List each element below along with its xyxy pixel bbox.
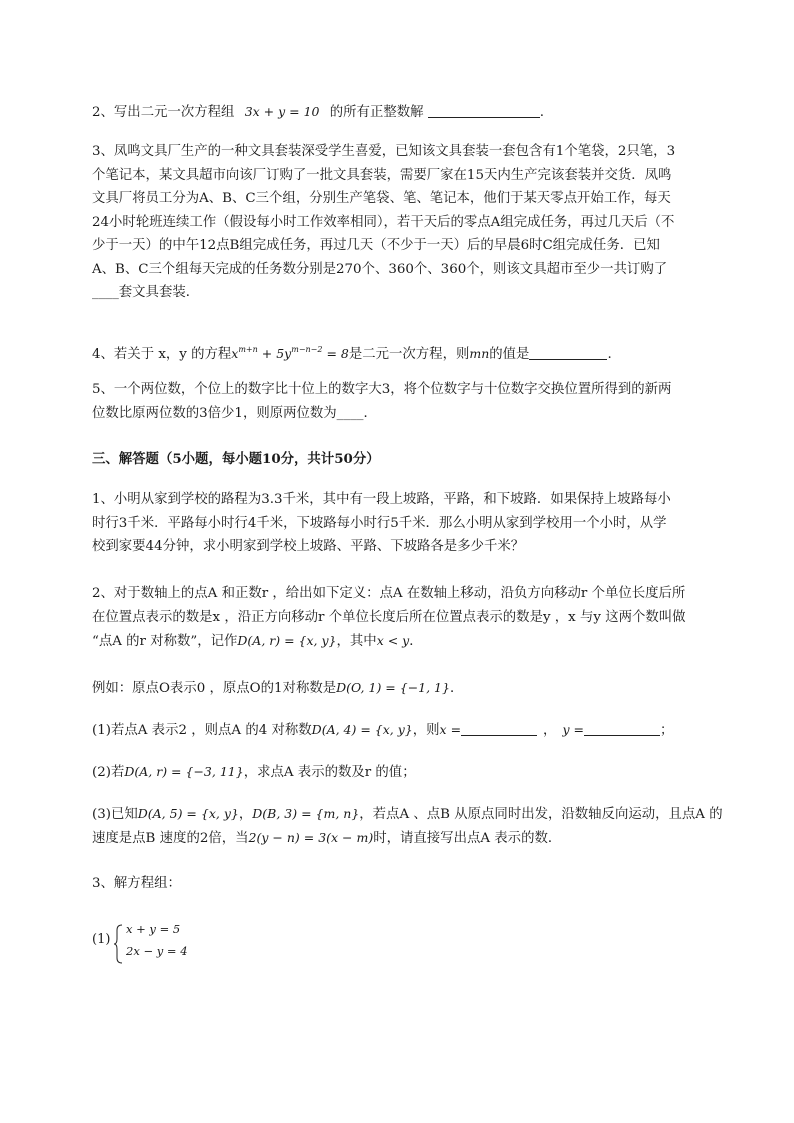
q4-mid: + 5y [257, 346, 292, 361]
aq1-line: 校到家要44分钟，求小明家到学校上坡路、平路、下坡路各是多少千米？ [92, 539, 525, 554]
q3-line: 3、凤鸣文具厂生产的一种文具套装深受学生喜爱，已知该文具套装一套包含有1个笔袋，2只笔，3 [92, 144, 676, 159]
equation-system [92, 922, 292, 966]
q4-answer-blank[interactable] [529, 345, 607, 360]
p1-y-label: y = [562, 722, 584, 737]
p1-end: ； [659, 723, 674, 738]
aq2-condition: x < y [376, 633, 410, 648]
aq2-line [92, 629, 740, 653]
p3-line-2 [92, 826, 740, 850]
q3-line: 个笔记本，某文具超市向该厂订购了一批文具套装，需要厂家在15天内生产完该套装并交货．凤鸣 [92, 167, 672, 183]
q3-line: 少于一天）的中午12点B组完成任务，再过几天（不少于一天）后的早晨6时C组完成任务．已知 [92, 238, 660, 253]
q5-line: 位数比原两位数的3倍少1，则原两位数为____． [92, 405, 377, 421]
aq2-line: 在位置点表示的数是x ，沿正方向移动r 个单位长度后所在位置点表示的数是y ，x 与y 这两个数叫做 [92, 609, 686, 625]
q2-suffix: 的所有正整数解 [329, 105, 424, 120]
aq2-line3b: ，其中 [336, 634, 377, 649]
q4-rhs: = 8 [322, 346, 349, 361]
p2-eq: D(A, r) = {−3, 11} [124, 764, 244, 779]
aq1-line: 时行3千米．平路每小时行4千米，下坡路每小时行5千米．那么小明从家到学校用一个小时，从学 [92, 515, 667, 531]
system-eq-1: x + y = 5 [126, 922, 181, 936]
q3-line: 24小时轮班连续工作（假设每小时工作效率相同），若干天后的零点A组完成任务，再过几天后（不 [92, 214, 675, 230]
aq2-example [92, 676, 740, 701]
q4-x: x [231, 346, 239, 361]
aq2-definition-eq: D(A, r) = {x, y} [237, 633, 337, 648]
answer-question-2 [92, 582, 740, 653]
p3-comma: ， [238, 807, 253, 822]
p3-line-1 [92, 802, 740, 826]
aq2-line3a: “点A 的r 对称数”，记作 [92, 634, 238, 649]
q4-exp1: m+n [238, 345, 258, 354]
aq2-line3end: ． [409, 634, 423, 649]
aq2-line: 2、对于数轴上的点A 和正数r ，给出如下定义：点A 在数轴上移动，沿负方向移动r 个单位长度后所 [92, 586, 686, 601]
q3-line: A、B、C三个组每天完成的任务数分别是270个、360个、360个，则该文具超市至少一共订购了 [92, 261, 668, 277]
brace-icon [114, 924, 124, 964]
q4-suffix: 是二元一次方程，则 [348, 347, 470, 362]
system-label: (1) [92, 932, 111, 947]
p1-x-label: x = [439, 722, 462, 737]
q3-line: 文具厂将员工分为A、B、C三个组，分别生产笔袋、笔、笔记本，他们于某天零点开始工作，每天 [92, 191, 671, 206]
p2-text: (2)若 [92, 765, 125, 780]
fill-question-5 [92, 378, 740, 425]
p3-text-e: 时，请直接写出点A 表示的数． [373, 830, 562, 846]
p3-text-d: 速度是点B 速度的2倍，当 [92, 830, 249, 846]
system-eq-2: 2x − y = 4 [126, 944, 188, 958]
p1-y-blank[interactable] [584, 721, 660, 736]
p1-comma: ， [543, 723, 557, 738]
p3-eq2: D(B, 3) = {m, n} [252, 806, 360, 821]
q2-equation: 3x + y = 10 [244, 104, 320, 119]
example-eq: D(O, 1) = {−1, 1} [336, 680, 450, 695]
answer-question-1 [92, 488, 740, 559]
q2-answer-blank[interactable] [428, 103, 540, 118]
example-end: ． [449, 681, 464, 696]
p1-then: ，则 [412, 723, 440, 738]
q2-end: . [539, 105, 545, 120]
fill-question-4 [92, 338, 740, 367]
p2-text-b: ，求点A 表示的数及r 的值； [243, 765, 416, 780]
aq2-part-1 [92, 718, 740, 743]
q4-prefix: 4、若关于 x，y 的方程 [92, 347, 232, 362]
p3-eq1: D(A, 5) = {x, y} [137, 806, 239, 821]
q4-suffix2: 的值是 [489, 347, 530, 362]
q4-exp2: m−n−2 [291, 345, 323, 354]
fill-question-2 [92, 100, 740, 125]
q5-line: 5、一个两位数，个位上的数字比十位上的数字大3，将个位数字与十位数字交换位置所得到的新两 [92, 382, 672, 397]
aq2-part-3 [92, 802, 740, 849]
p1-text: (1)若点A 表示2 ，则点A 的4 对称数 [92, 723, 312, 738]
answer-question-3-title: 3、解方程组： [92, 876, 181, 891]
aq1-line: 1、小明从家到学校的路程为3.3千米，其中有一段上坡路，平路，和下坡路．如果保持上坡路每小 [92, 492, 671, 507]
p3-eq3: 2(y − n) = 3(x − m) [248, 829, 374, 845]
q4-end: . [607, 347, 612, 362]
q3-line: ____套文具套装． [92, 285, 200, 300]
p1-x-blank[interactable] [461, 721, 537, 736]
q4-equation [231, 346, 349, 361]
q2-prefix: 2、写出二元一次方程组 [92, 105, 235, 120]
p3-text-c: ，若点A 、点B 从原点同时出发，沿数轴反向运动，且点A 的 [359, 807, 723, 822]
section-3-heading: 三、解答题（5小题，每小题10分，共计50分） [92, 451, 380, 467]
p1-eq: D(A, 4) = {x, y} [311, 722, 413, 737]
q4-var: mn [469, 346, 490, 361]
aq2-part-2 [92, 760, 740, 785]
fill-question-3 [92, 140, 740, 305]
example-text: 例如：原点O表示0 ，原点O的1对称数是 [92, 681, 337, 696]
p3-text-a: (3)已知 [92, 807, 138, 822]
